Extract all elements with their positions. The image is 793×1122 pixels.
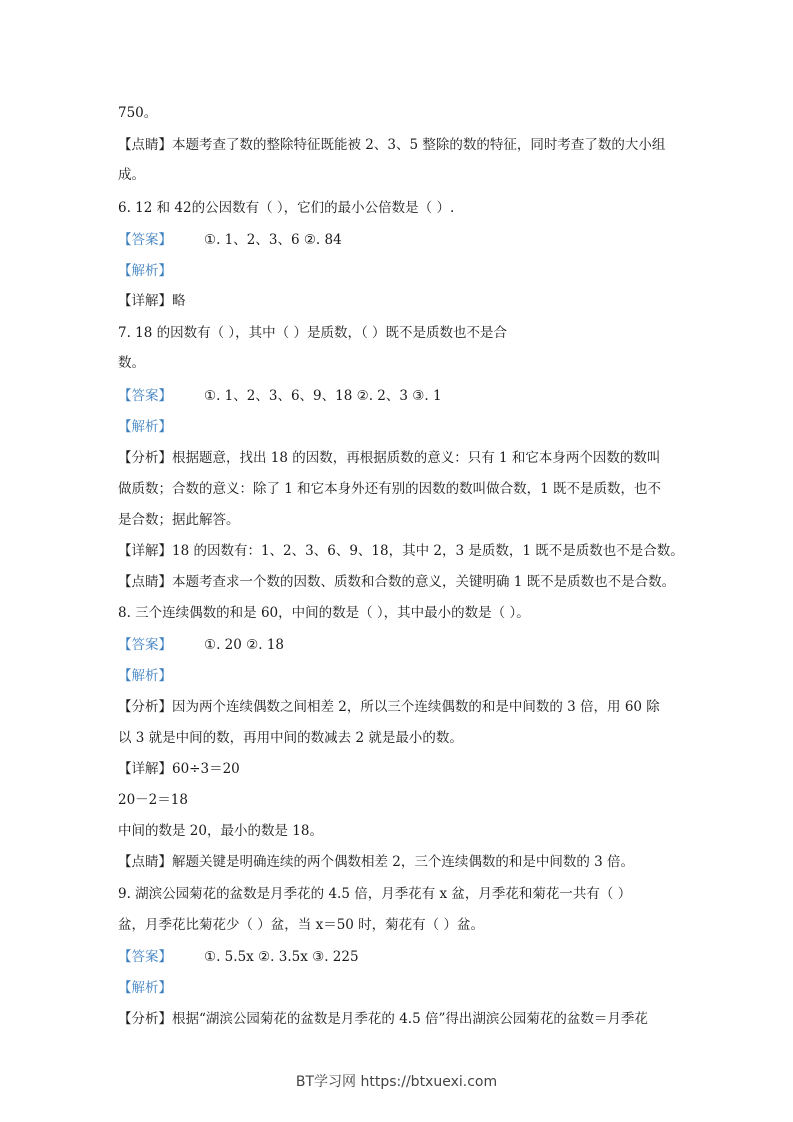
analysis-9-line1: 【分析】根据“湖滨公园菊花的盆数是月季花的 4.5 倍”得出湖滨公园菊花的盆数＝月季花 [118, 1011, 648, 1027]
detail-7: 【详解】18 的因数有：1、2、3、6、9、18，其中 2，3 是质数，1 既不是质数也不是合数。 [118, 543, 684, 559]
analysis-8-line1: 【分析】因为两个连续偶数之间相差 2，所以三个连续偶数的和是中间数的 3 倍，用 60 除 [118, 699, 660, 715]
answer-tag: 【答案】 [118, 232, 172, 248]
question-9-cont: 盆，月季花比菊花少（ ）盆，当 x＝50 时，菊花有（ ）盆。 [118, 917, 484, 933]
detail-8-line3: 中间的数是 20，最小的数是 18。 [118, 823, 323, 839]
analysis-tag-9: 【解析】 [118, 980, 172, 996]
answer-7: 【答案】 ①. 1、2、3、6、9、18 ②. 2、3 ③. 1 [118, 388, 442, 404]
question-9: 9. 湖滨公园菊花的盆数是月季花的 4.5 倍，月季花有 x 盆，月季花和菊花一共有（ ） [118, 886, 632, 902]
point-7: 【点睛】本题考查求一个数的因数、质数和合数的意义，关键明确 1 既不是质数也不是合数。 [118, 574, 676, 590]
answer-6: 【答案】 ①. 1、2、3、6 ②. 84 [118, 232, 342, 248]
footer-watermark: BT学习网 https://btxuexi.com [295, 1074, 498, 1090]
text-line-2: 【点睛】本题考查了数的整除特征既能被 2、3、5 整除的数的特征，同时考查了数的大小组 [118, 137, 666, 153]
detail-6: 【详解】略 [118, 293, 186, 309]
analysis-tag-7: 【解析】 [118, 419, 172, 435]
question-8: 8. 三个连续偶数的和是 60，中间的数是（ ），其中最小的数是（ ）。 [118, 605, 530, 621]
analysis-7-line3: 是合数；据此解答。 [118, 512, 240, 528]
text-line-1: 750。 [118, 105, 158, 121]
question-7-cont: 数。 [118, 355, 145, 371]
question-6: 6. 12 和 42的公因数有（ ），它们的最小公倍数是（ ）. [118, 200, 455, 216]
analysis-8-line2: 以 3 就是中间的数，再用中间的数减去 2 就是最小的数。 [118, 730, 463, 746]
detail-8-line2: 20－2＝18 [118, 792, 188, 808]
analysis-tag-6: 【解析】 [118, 263, 172, 279]
analysis-tag-8: 【解析】 [118, 668, 172, 684]
question-7: 7. 18 的因数有（ ），其中（ ）是质数，（ ）既不是质数也不是合 [118, 325, 508, 341]
analysis-7-line2: 做质数；合数的意义：除了 1 和它本身外还有别的因数的数叫做合数，1 既不是质数，也不 [118, 481, 662, 497]
detail-8-line1: 【详解】60÷3＝20 [118, 761, 240, 777]
text-line-3: 成。 [118, 167, 145, 183]
point-8: 【点睛】解题关键是明确连续的两个偶数相差 2，三个连续偶数的和是中间数的 3 倍。 [118, 854, 635, 870]
analysis-7-line1: 【分析】根据题意，找出 18 的因数，再根据质数的意义：只有 1 和它本身两个因数的数叫 [118, 450, 661, 466]
answer-8: 【答案】 ①. 20 ②. 18 [118, 637, 285, 653]
answer-9: 【答案】 ①. 5.5x ②. 3.5x ③. 225 [118, 949, 359, 965]
